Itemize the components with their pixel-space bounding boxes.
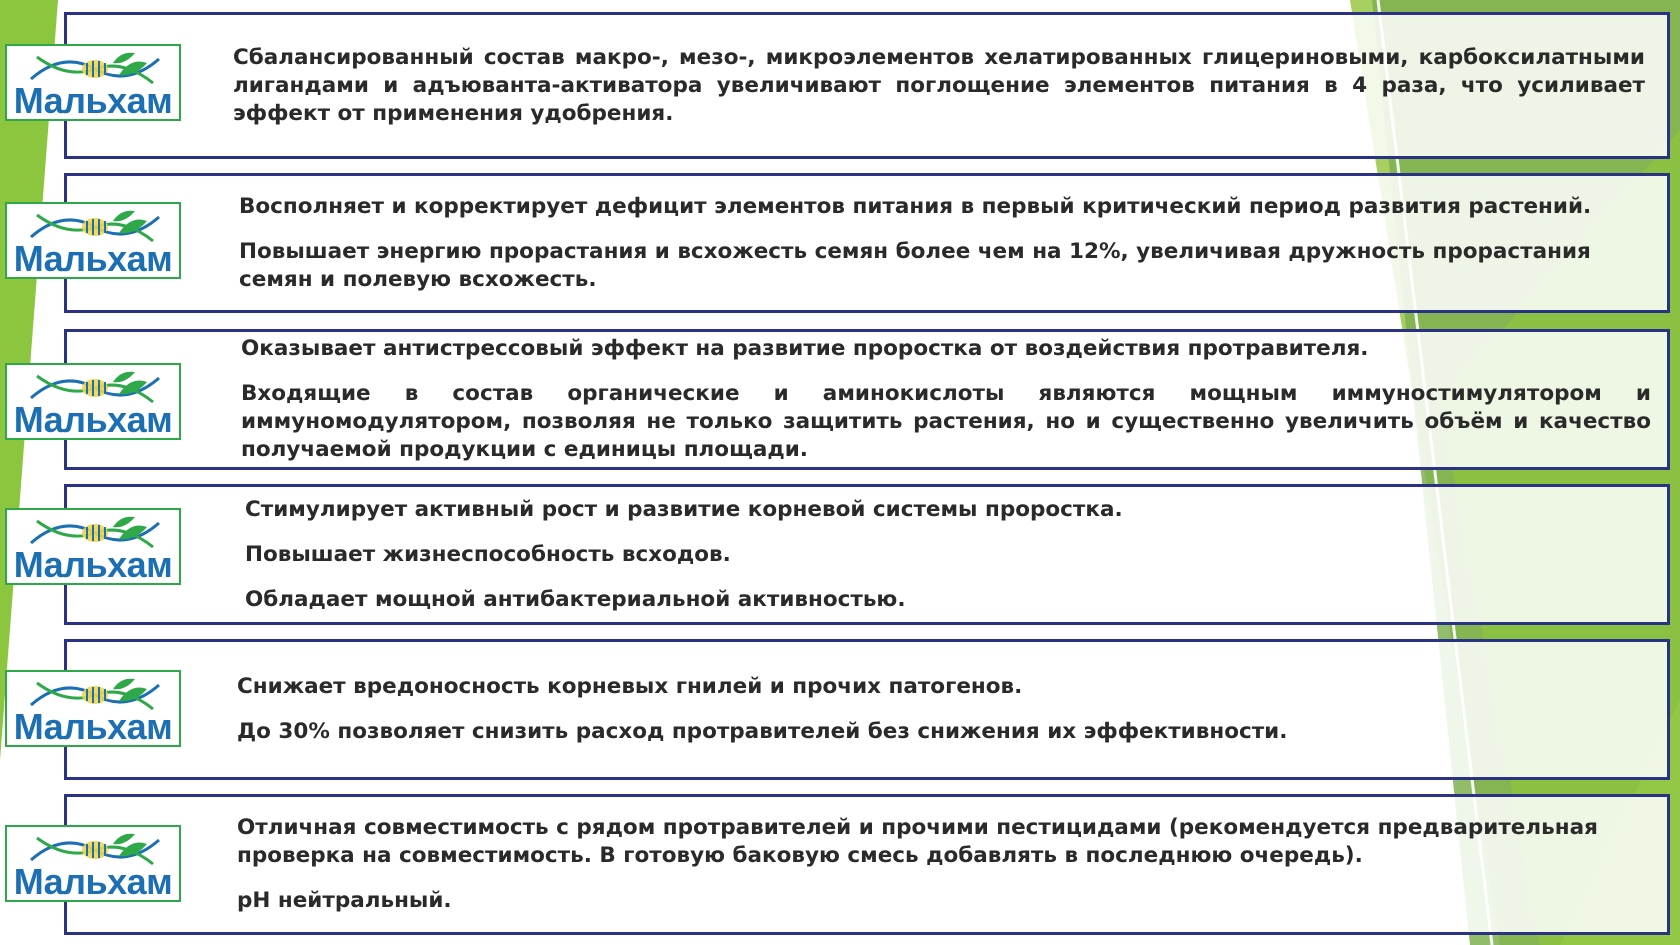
panel-3-text	[241, 332, 1651, 467]
logo-text: Мальхам	[13, 80, 173, 121]
feature-panel-4	[64, 484, 1670, 625]
panel-4-paragraph-2: Повышает жизнеспособность всходов.	[245, 541, 731, 567]
panel-6-paragraph-1: Отличная совместимость с рядом протравителей и прочими пестицидами (рекомендуется предварительная проверка на совместимость. В готовую баковую смесь добавлять в последнюю очередь).	[237, 815, 1598, 868]
logo-text: Мальхам	[13, 706, 173, 747]
logo-text: Мальхам	[13, 861, 173, 902]
panel-3-paragraph-1: Оказывает антистрессовый эффект на развитие проростка от воздействия протравителя.	[241, 336, 1369, 361]
brand-logo-1	[5, 44, 181, 121]
brand-logo-3	[5, 363, 181, 440]
panel-4-text	[245, 487, 1647, 622]
brand-logo-5	[5, 670, 181, 747]
panel-5-paragraph-1: Снижает вредоносность корневых гнилей и прочих патогенов.	[237, 674, 1023, 699]
logo-text: Мальхам	[13, 544, 173, 585]
panel-2-text	[239, 176, 1647, 310]
feature-panel-6	[64, 794, 1670, 935]
panel-4-paragraph-1: Стимулирует активный рост и развитие корневой системы проростка.	[245, 496, 1123, 522]
feature-panel-3	[64, 329, 1670, 470]
panel-6-text	[237, 797, 1631, 932]
brand-logo-6	[5, 825, 181, 902]
panel-2-paragraph-1: Восполняет и корректирует дефицит элементов питания в первый критический период развития растений.	[239, 193, 1592, 219]
logo-text: Мальхам	[13, 399, 173, 440]
panel-4-paragraph-3: Обладает мощной антибактериальной активностью.	[245, 586, 906, 612]
feature-panel-2	[64, 173, 1670, 313]
feature-panel-1	[64, 12, 1670, 159]
panel-5-paragraph-2: До 30% позволяет снизить расход протравителей без снижения их эффективности.	[237, 719, 1288, 744]
brand-logo-2	[5, 202, 181, 279]
panel-3-paragraph-2: Входящие в состав органические и аминокислоты являются мощным иммуностимулятором и иммуномодулятором, позволяя не только защитить растения, но и существенно увеличить объём и качество получаемой продукции с единицы площади.	[241, 381, 1651, 462]
brand-logo-4	[5, 508, 181, 585]
panel-1-paragraph-1: Сбалансированный состав макро-, мезо-, микроэлементов хелатированных глицериновыми, карбоксилатными лигандами и адъюванта-активатора увеличивают поглощение элементов питания в 4 раза, что усиливает эффект от применения удобрения.	[233, 44, 1645, 126]
panel-1-text	[233, 15, 1645, 156]
feature-panel-5	[64, 639, 1670, 780]
panel-6-paragraph-2: pH нейтральный.	[237, 888, 452, 913]
panel-5-text	[237, 642, 1647, 777]
panel-2-paragraph-2: Повышает энергию прорастания и всхожесть семян более чем на 12%, увеличивая дружность прорастания семян и полевую всхожесть.	[239, 238, 1591, 292]
logo-text: Мальхам	[13, 238, 173, 279]
